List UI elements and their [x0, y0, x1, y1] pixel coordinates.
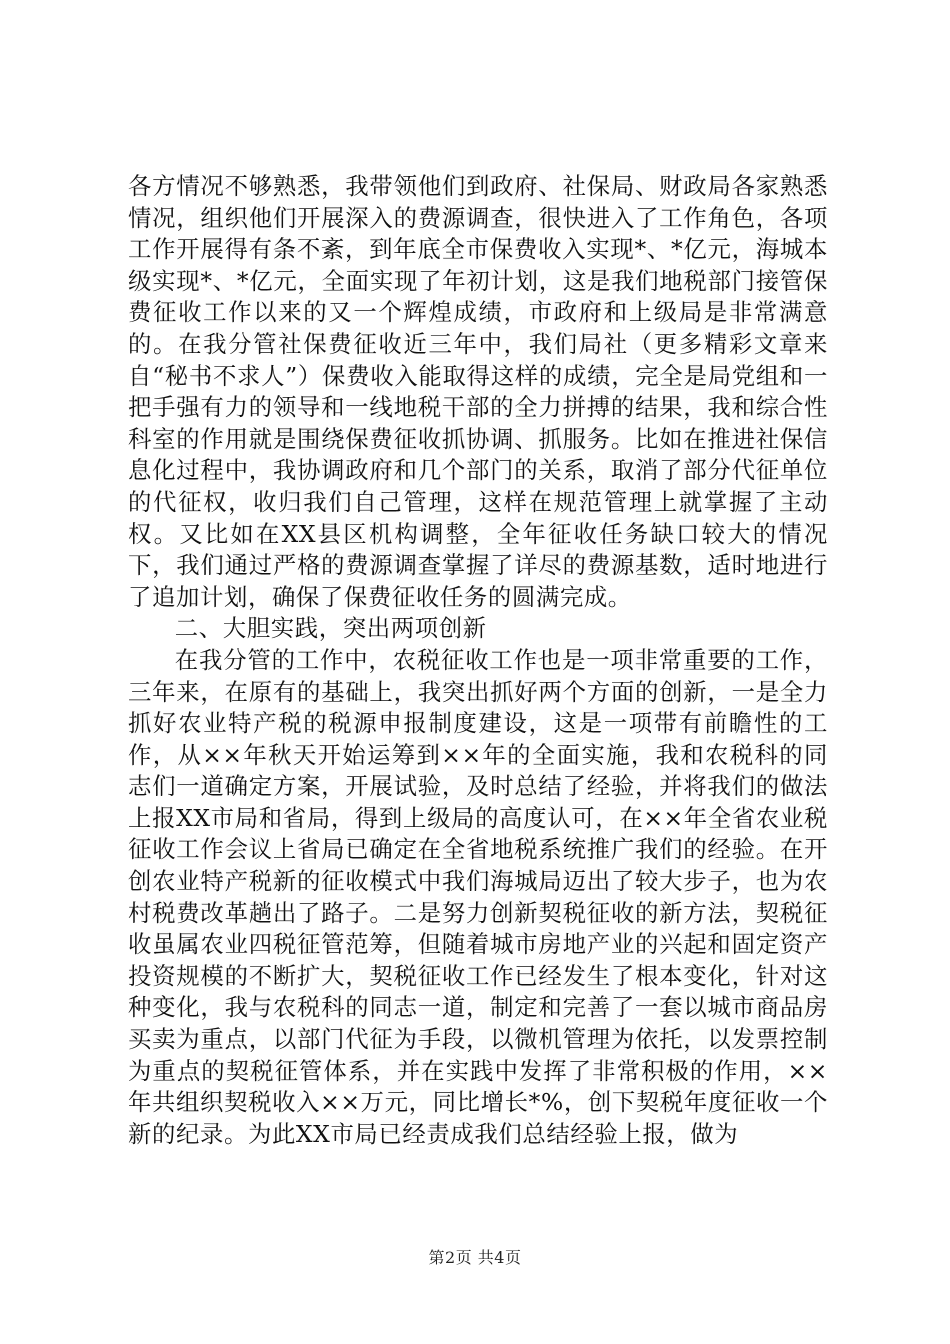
section-heading-2: 二、大胆实践，突出两项创新 [174, 614, 487, 643]
body-paragraph-section-2: 在我分管的工作中，农税征收工作也是一项非常重要的工作，三年来，在原有的基础上，我突出抓好两个方面的创新，一是全力抓好农业特产税的税源申报制度建设，这是一项带有前瞻性的工作，从××年秋天开始运筹到××年的全面实施，我和农税科的同志们一道确定方案，开展试验，及时总结了经验，并将我们的做法上报XX市局和省局，得到上级局的高度认可，在××年全省农业税征收工作会议上省局已确定在全省地税系统推广我们的经验。在开创农业特产税新的征收模式中我们海城局迈出了较大步子，也为农村税费改革趟出了路子。二是努力创新契税征收的新方法，契税征收虽属农业四税征管范筹，但随着城市房地产业的兴起和固定资产投资规模的不断扩大，契税征收工作已经发生了根本变化，针对这种变化，我与农税科的同志一道，制定和完善了一套以城市商品房买卖为重点，以部门代征为手段，以微机管理为依托，以发票控制为重点的契税征管体系，并在实践中发挥了非常积极的作用，××年共组织契税收入××万元，同比增长*%，创下契税年度征收一个新的纪录。为此XX市局已经责成我们总结经验上报，做为 [128, 645, 828, 1148]
document-body [128, 171, 828, 1150]
page-footer: 第2页 共4页 [428, 1248, 522, 1267]
body-paragraph-continued: 各方情况不够熟悉，我带领他们到政府、社保局、财政局各家熟悉情况，组织他们开展深入的费源调查，很快进入了工作角色，各项工作开展得有条不紊，到年底全市保费收入实现*、*亿元，海城本级实现*、*亿元，全面实现了年初计划，这是我们地税部门接管保费征收工作以来的又一个辉煌成绩，市政府和上级局是非常满意的。在我分管社保费征收近三年中，我们局社（更多精彩文章来自“秘书不求人”）保费收入能取得这样的成绩，完全是局党组和一把手强有力的领导和一线地税干部的全力拼搏的结果，我和综合性科室的作用就是围绕保费征收抓协调、抓服务。比如在推进社保信息化过程中，我协调政府和几个部门的关系，取消了部分代征单位的代征权，收归我们自己管理，这样在规范管理上就掌握了主动权。又比如在XX县区机构调整，全年征收任务缺口较大的情况下，我们通过严格的费源调查掌握了详尽的费源基数，适时地进行了追加计划，确保了保费征收任务的圆满完成。 [128, 172, 828, 611]
